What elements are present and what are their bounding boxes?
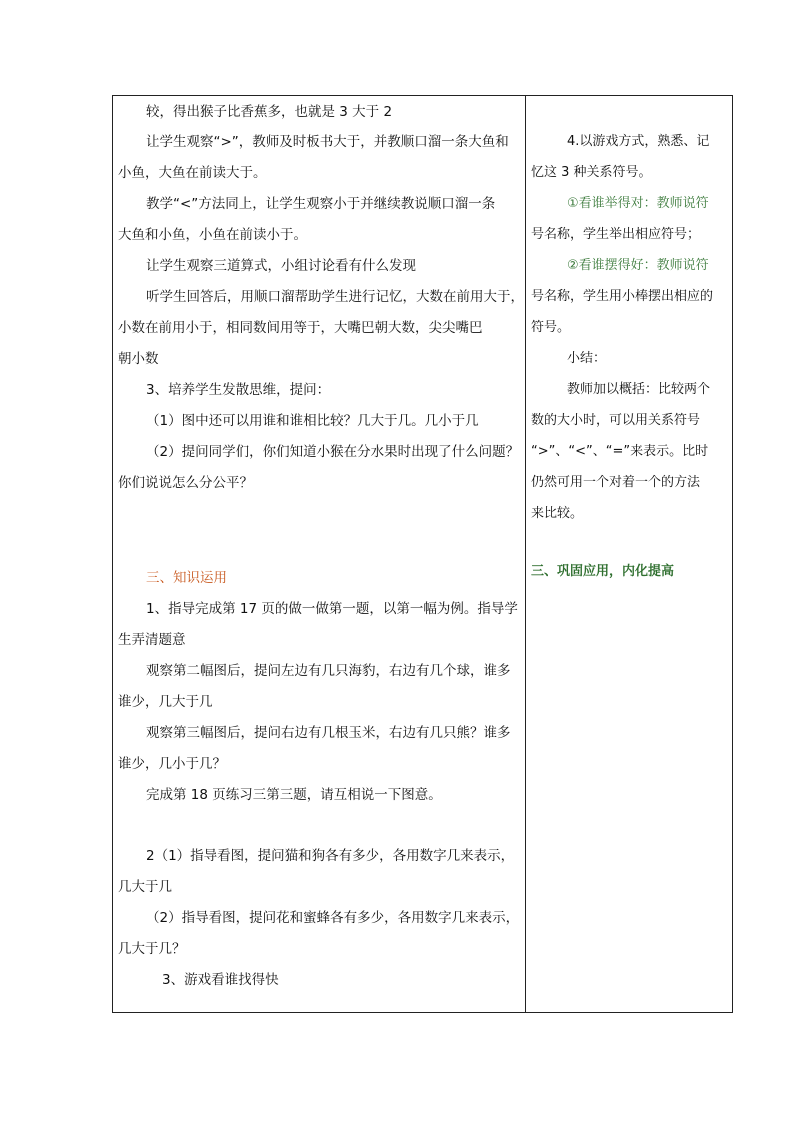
left-line: 生弄清题意 (118, 632, 186, 648)
summary-line: 数的大小时，可以用关系符号 (531, 413, 701, 428)
left-line: 小数在前用小于，相同数间用等于，大嘴巴朝大数，尖尖嘴巴 (118, 320, 483, 336)
left-line: 大鱼和小鱼，小鱼在前读小于。 (118, 227, 307, 243)
left-line: 2（1）指导看图，提问猫和狗各有多少，各用数字几来表示， (146, 848, 515, 864)
left-line: 小鱼，大鱼在前读大于。 (118, 165, 267, 181)
left-line: （2）提问同学们，你们知道小猴在分水果时出现了什么问题？ (146, 444, 520, 460)
summary-line: 教师加以概括：比较两个 (567, 382, 711, 397)
left-line: 你们说说怎么分公平？ (118, 475, 253, 491)
left-line: （2）指导看图，提问花和蜜蜂各有多少，各用数字几来表示， (146, 910, 520, 926)
section-three-heading: 三、巩固应用，内化提高 (531, 564, 675, 579)
summary-line: 仍然可用一个对着一个的方法 (531, 475, 701, 490)
left-line: 较，得出猴子比香蕉多，也就是 3 大于 2 (146, 104, 393, 120)
left-line: 完成第 18 页练习三第三题，请互相说一下图意。 (146, 787, 442, 803)
left-line: 让学生观察“>”，教师及时板书大于，并教顺口溜一条大鱼和 (146, 134, 509, 150)
summary-line: 来比较。 (531, 506, 584, 521)
left-line: 3、游戏看谁找得快 (162, 972, 279, 988)
right-line: 符号。 (531, 320, 571, 335)
left-line: 让学生观察三道算式，小组讨论看有什么发现 (146, 258, 416, 274)
left-line: 朝小数 (118, 351, 159, 367)
left-line: 谁少，几大于几 (118, 694, 213, 710)
left-line: 1、指导完成第 17 页的做一做第一题，以第一幅为例。指导学 (146, 601, 518, 617)
summary-title: 小结： (567, 351, 607, 366)
left-line: 谁少，几小于几？ (118, 756, 226, 772)
right-line: 4.以游戏方式，熟悉、记 (567, 134, 710, 149)
right-line: 忆这 3 种关系符号。 (531, 165, 652, 180)
left-line: 几大于几？ (118, 941, 186, 957)
left-line: 听学生回答后，用顺口溜帮助学生进行记忆，大数在前用大于， (146, 289, 524, 305)
left-line: 观察第三幅图后，提问右边有几根玉米，右边有几只熊？谁多 (146, 725, 511, 741)
left-line: 观察第二幅图后，提问左边有几只海豹，右边有几个球，谁多 (146, 663, 511, 679)
left-line: （1）图中还可以用谁和谁相比较？几大于几。几小于几 (146, 413, 479, 429)
right-line-green: ①看谁举得对：教师说符 (567, 196, 709, 211)
right-line-green: ②看谁摆得好：教师说符 (567, 258, 709, 273)
summary-line: “>”、“<”、“=”来表示。比时 (531, 444, 709, 459)
left-line: 教学“<”方法同上，让学生观察小于并继续教说顺口溜一条 (146, 196, 496, 212)
section-three-title: 三、知识运用 (146, 570, 227, 586)
right-line: 号名称，学生举出相应符号； (531, 227, 701, 242)
right-line: 号名称，学生用小棒摆出相应的 (531, 289, 714, 304)
left-line: 3、培养学生发散思维，提问： (146, 382, 331, 398)
column-divider (525, 95, 526, 1013)
left-line: 几大于几 (118, 879, 172, 895)
